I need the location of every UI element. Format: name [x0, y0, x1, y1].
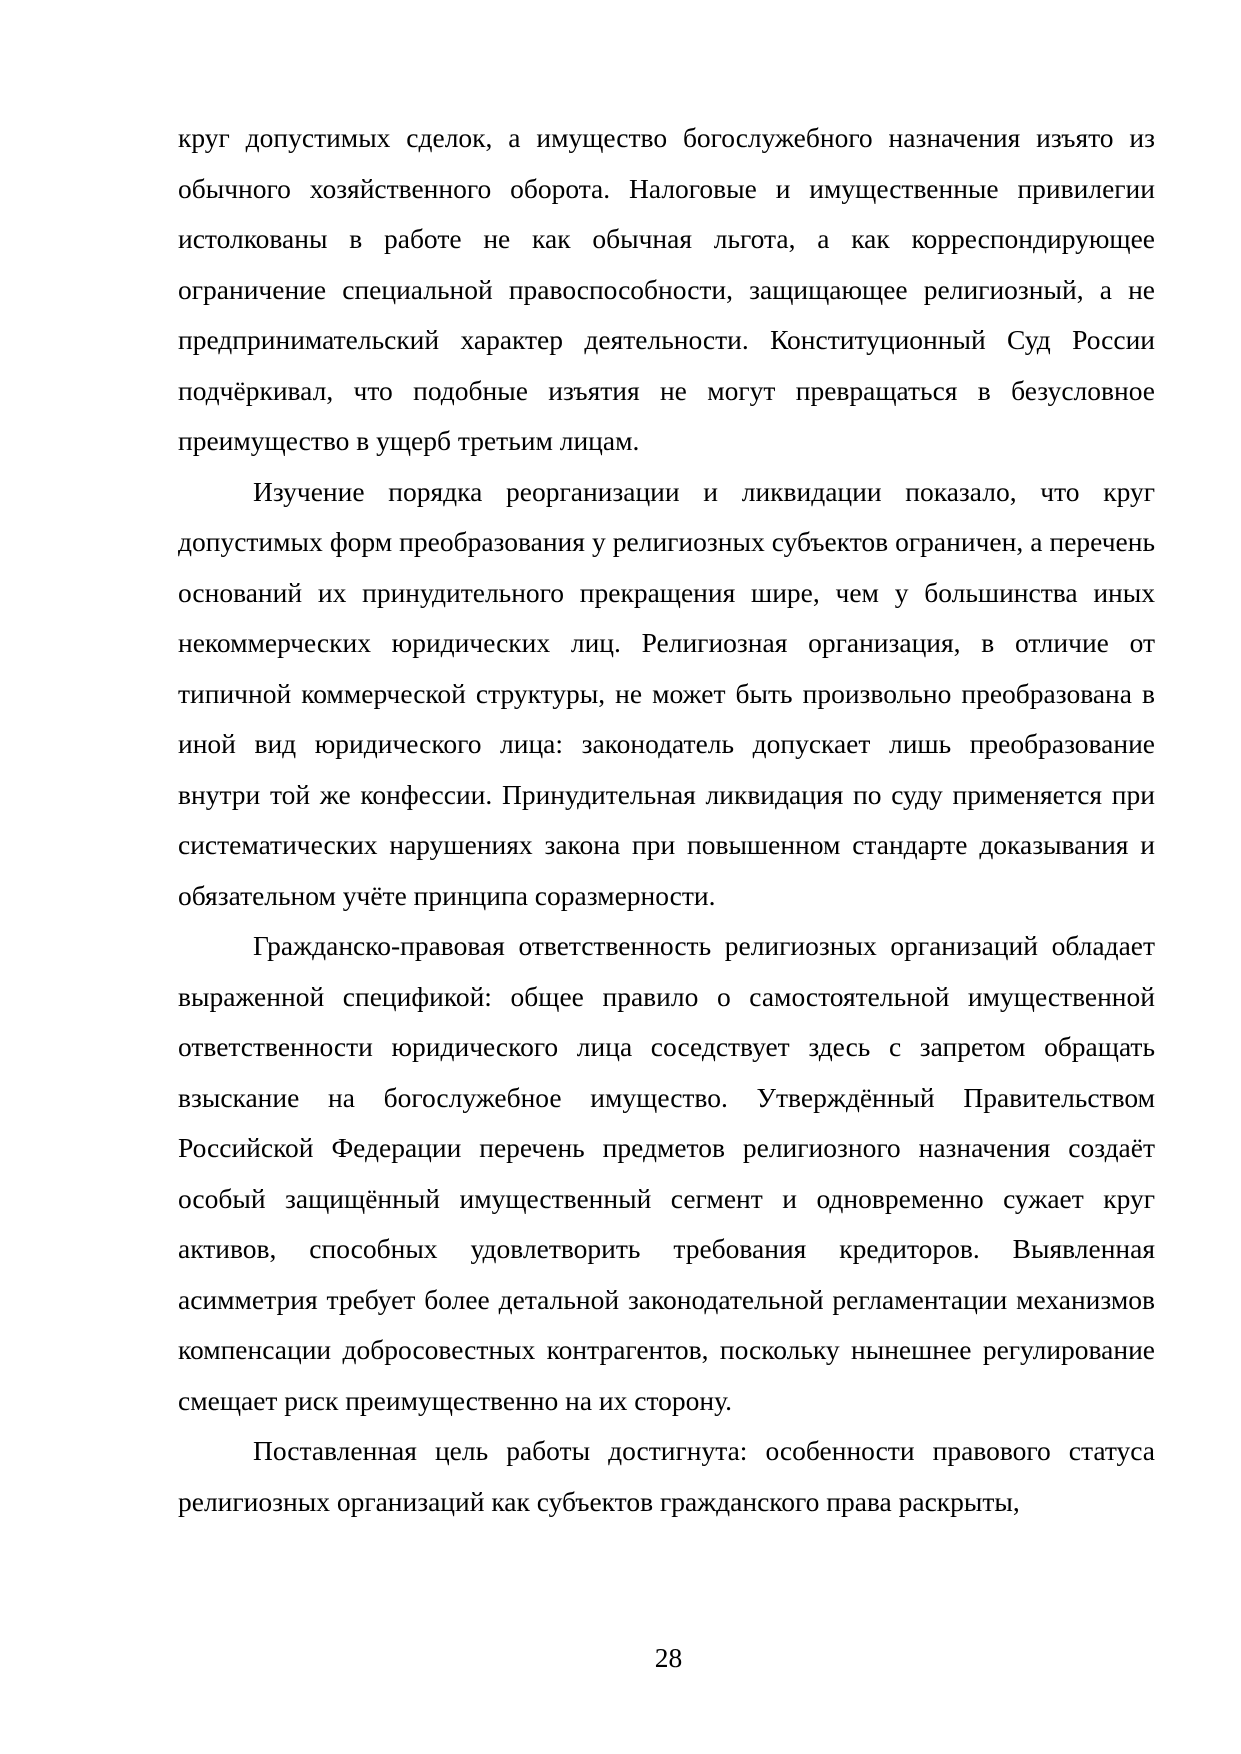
paragraph-reorganization: Изучение порядка реорганизации и ликвидации показало, что круг допустимых форм преобразования у религиозных субъектов ограничен, а перечень оснований их принудительного прекращения шире, чем у большинства иных некоммерческих юридических лиц. Религиозная организация, в отличие от типичной коммерческой структуры, не может быть произвольно преобразована в иной вид юридического лица: законодатель допускает лишь преобразование внутри той же конфессии. Принудительная ликвидация по суду применяется при систематических нарушениях закона при повышенном стандарте доказывания и обязательном учёте принципа соразмерности.: [178, 475, 1155, 911]
body-text: [178, 113, 1155, 1527]
paragraph-liability: Гражданско-правовая ответственность религиозных организаций обладает выраженной спецификой: общее правило о самостоятельной имущественной ответственности юридического лица соседствует здесь с запретом обращать взыскание на богослужебное имущество. Утверждённый Правительством Российской Федерации перечень предметов религиозного назначения создаёт особый защищённый имущественный сегмент и одновременно сужает круг активов, способных удовлетворить требования кредиторов. Выявленная асимметрия требует более детальной законодательной регламентации механизмов компенсации добросовестных контрагентов, поскольку нынешнее регулирование смещает риск преимущественно на их сторону.: [178, 930, 1155, 1416]
paragraph-continuation: круг допустимых сделок, а имущество богослужебного назначения изъято из обычного хозяйственного оборота. Налоговые и имущественные привилегии истолкованы в работе не как обычная льгота, а как корреспондирующее ограничение специальной правоспособности, защищающее религиозный, а не предпринимательский характер деятельности. Конституционный Суд России подчёркивал, что подобные изъятия не могут превращаться в безусловное преимущество в ущерб третьим лицам.: [178, 122, 1155, 456]
page-number: 28: [654, 1642, 683, 1673]
paragraph-conclusion: Поставленная цель работы достигнута: особенности правового статуса религиозных организаций как субъектов гражданского права раскрыты,: [178, 1435, 1155, 1517]
